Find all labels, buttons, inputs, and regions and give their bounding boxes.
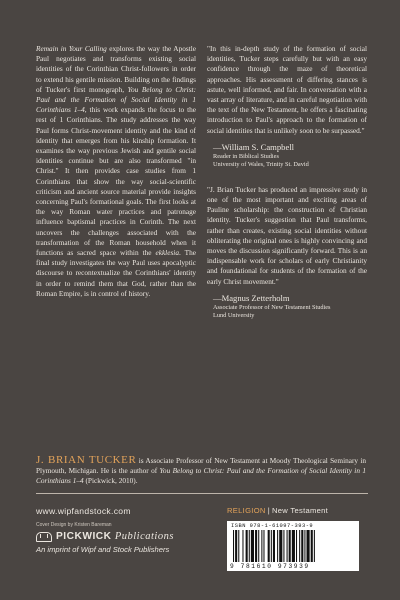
endorsement-quote: "J. Brian Tucker has produced an impressive study in one of the most important and exciting areas of Pauline scholarship: the construction of Christian identity. Tucker's suggestion that Paul transforms, rather than creates, existing social identities without obliterating the original ones is highly convincing and moves the discussion significantly forward. This is an indispensable work for scholars of early Christianity and foundational for students of the formation of the early Christ movement." bbox=[207, 184, 367, 286]
author-bio-text: is Associate Professor of New Testament at Moody Theological Seminary in Plymouth, Michigan. He is the author of You Belong to Christ: Paul and the Formation of Social Identity in 1 Corinthians 1–4 (Pickwick, 2010). bbox=[36, 456, 366, 486]
barcode-bar bbox=[268, 530, 270, 562]
barcode-icon bbox=[233, 530, 353, 562]
barcode-bar bbox=[263, 530, 264, 562]
category-separator: | bbox=[267, 506, 270, 515]
endorsement-attribution bbox=[213, 142, 367, 169]
barcode-bar bbox=[304, 530, 305, 562]
barcode-bar bbox=[271, 530, 272, 562]
publisher-logo bbox=[36, 531, 174, 542]
isbn-barcode-box bbox=[227, 521, 359, 571]
description-text: Remain in Your Calling explores the way the Apostle Paul negotiates and transforms existing social identities of the Corinthian Christ-followers in order to extend his gentile mission. Building on the findings of Tucker's first monograph, You Belong to Christ: Paul and the Formation of Social Identity in 1 Corinthians 1–4, this work expands the focus to the rest of 1 Corinthians. The study addresses the way Paul forms Christ-movement identity and the kind of identity that emerges from his kinship formation. It examines the way previous Jewish and gentile social identities continue but are also transformed "in Christ." It then provides case studies from 1 Corinthians that show the way social-scientific criticism and ancient source material provide insights concerning Paul's formational goals. The first looks at the way Roman water practices and patronage influence baptismal practices in Corinth. The next uncovers the challenges associated with the transformation of the Roman household when it functions as sacred space within the ekklesia. The final study investigates the way Paul uses apocalyptic discourse to recontextualize the Corinthians' identity in order to remind them that God, rather than the Roman Empire, is in control of history. bbox=[36, 44, 197, 298]
barcode-bar bbox=[301, 530, 303, 562]
barcode-bar bbox=[233, 530, 234, 562]
subject-category bbox=[227, 506, 328, 515]
barcode-bar bbox=[273, 530, 275, 562]
publisher-website: www.wipfandstock.com bbox=[36, 506, 131, 516]
barcode-bar bbox=[287, 530, 288, 562]
barcode-bar bbox=[289, 530, 291, 562]
endorser-title: Associate Professor of New Testament Studies bbox=[213, 303, 331, 311]
category-sub: New Testament bbox=[271, 506, 329, 515]
cover-design-credit: Cover Design by Kristen Bareman bbox=[36, 522, 112, 528]
barcode-bar bbox=[251, 530, 254, 562]
endorsement-campbell bbox=[207, 44, 367, 169]
barcode-bar bbox=[238, 530, 239, 562]
imprint-line: An imprint of Wipf and Stock Publishers bbox=[36, 545, 170, 554]
publisher-icon bbox=[36, 532, 52, 542]
barcode-bar bbox=[261, 530, 262, 562]
book-description bbox=[36, 44, 196, 299]
endorser-affiliation: University of Wales, Trinity St. David bbox=[213, 160, 309, 168]
barcode-bar bbox=[283, 530, 284, 562]
endorsements-column bbox=[207, 44, 367, 336]
barcode-bar bbox=[258, 530, 259, 562]
barcode-bar bbox=[299, 530, 300, 562]
publisher-name: Publications bbox=[114, 531, 174, 542]
endorser-name: —William S. Campbell bbox=[213, 141, 295, 152]
barcode-bar bbox=[307, 530, 310, 562]
barcode-bar bbox=[279, 530, 282, 562]
publisher-prefix: PICKWICK bbox=[56, 531, 112, 542]
barcode-bar bbox=[296, 530, 297, 562]
barcode-bar bbox=[246, 530, 248, 562]
barcode-bar bbox=[292, 530, 295, 562]
endorsement-quote: "In this in-depth study of the formation of social identities, Tucker steps carefully but with an easy confidence through the maze of theoretical approaches. His assessment of differing stances is astute, well informed, and fair. In conversation with a vast array of literature, and in careful negotiation with the text of the New Testament, he offers a fascinating introduction to Paul's approach to the formation of social identities that is unlikely soon to be surpassed." bbox=[207, 44, 367, 135]
author-name: J. BRIAN TUCKER bbox=[36, 454, 137, 466]
endorsement-zetterholm bbox=[207, 185, 367, 320]
isbn-text: ISBN 978-1-61097-393-9 bbox=[231, 523, 314, 529]
endorser-title: Reader in Biblical Studies bbox=[213, 152, 279, 160]
barcode-bar bbox=[249, 530, 250, 562]
author-bio bbox=[36, 455, 366, 487]
barcode-number: 9 781610 973939 bbox=[230, 563, 310, 570]
endorsement-attribution bbox=[213, 293, 367, 320]
barcode-bar bbox=[314, 530, 315, 562]
endorser-name: —Magnus Zetterholm bbox=[213, 292, 290, 303]
barcode-bar bbox=[242, 530, 243, 562]
barcode-bar bbox=[255, 530, 257, 562]
endorser-affiliation: Lund University bbox=[213, 311, 255, 319]
barcode-bar bbox=[235, 530, 237, 562]
barcode-bar bbox=[277, 530, 278, 562]
category-main: RELIGION bbox=[227, 506, 266, 515]
barcode-bar bbox=[311, 530, 313, 562]
divider bbox=[36, 493, 368, 494]
